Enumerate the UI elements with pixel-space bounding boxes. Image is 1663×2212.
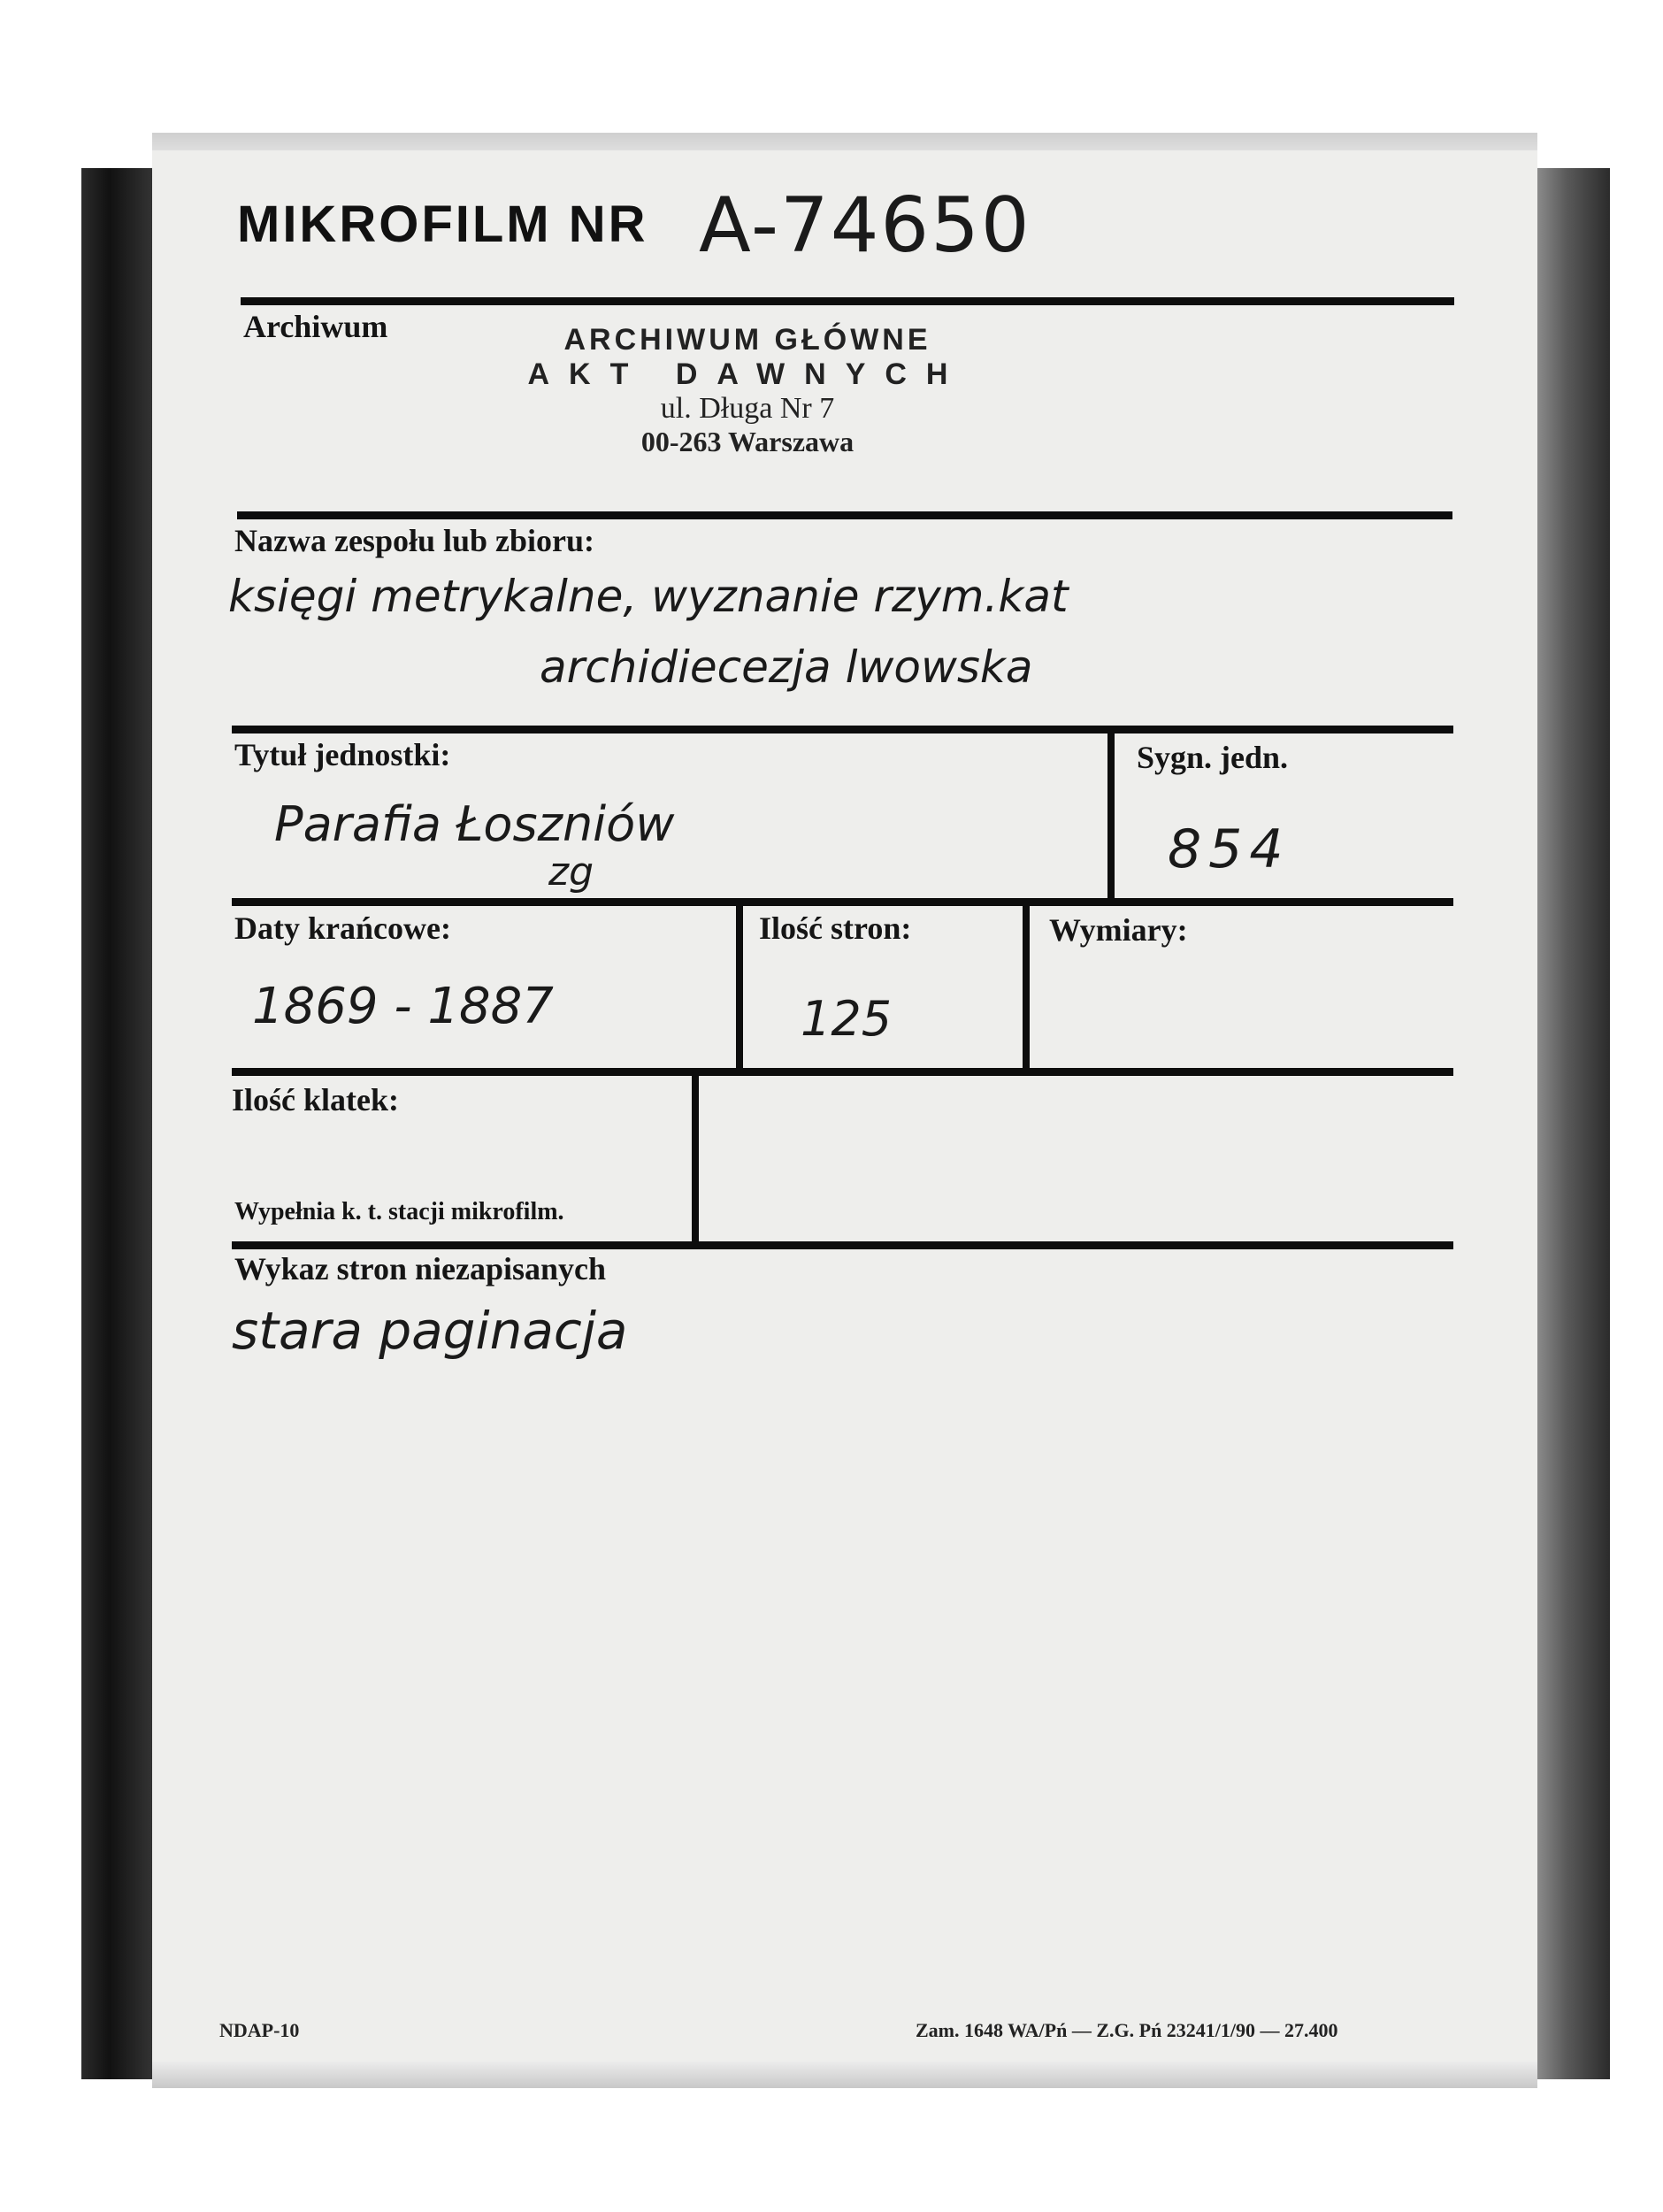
rule-zespol [232, 726, 1453, 733]
klatki-label: Ilość klatek: [232, 1082, 399, 1118]
sygnatura-label: Sygn. jedn. [1137, 740, 1289, 775]
stamp-line-4: 00-263 Warszawa [640, 426, 854, 457]
tytul-label: Tytuł jednostki: [234, 737, 451, 772]
print-info: Zam. 1648 WA/Pń — Z.G. Pń 23241/1/90 — 27.400 [916, 2019, 1338, 2041]
zespol-label: Nazwa zespołu lub zbioru: [234, 523, 595, 558]
archiwum-label: Archiwum [243, 309, 388, 344]
daty-label: Daty krańcowe: [234, 910, 451, 946]
card-title: MIKROFILM NR [237, 196, 648, 253]
zespol-value-line1: księgi metrykalne, wyznanie rzym.kat [228, 571, 1069, 622]
rule-archiwum [237, 511, 1452, 519]
rule-header [241, 297, 1454, 305]
zespol-value-line2: archidiecezja lwowska [540, 641, 1033, 693]
niezapisane-value: stara paginacja [232, 1301, 628, 1361]
rule-klatki [232, 1241, 1453, 1249]
rule-daty [232, 1068, 1453, 1076]
vrule-sygnatura [1107, 726, 1115, 902]
vrule-strony-right [1023, 898, 1030, 1071]
film-number: A-74650 [699, 181, 1031, 270]
wymiary-label: Wymiary: [1049, 912, 1188, 948]
stamp-line-2: AKT DAWNYCH [527, 357, 968, 391]
niezapisane-label: Wykaz stron niezapisanych [234, 1251, 607, 1286]
daty-value: 1869 - 1887 [252, 978, 554, 1035]
scan-edge-right [1537, 168, 1610, 2079]
klatki-note: Wypełnia k. t. stacji mikrofilm. [234, 1198, 564, 1225]
tytul-value-line2: zg [548, 849, 594, 895]
scan-edge-left [81, 168, 152, 2079]
stamp-line-3: ul. Długa Nr 7 [660, 392, 835, 425]
tytul-value-line1: Parafia Łoszniów [274, 796, 675, 852]
vrule-strony-left [736, 898, 743, 1071]
sygnatura-value: 854 [1168, 818, 1291, 880]
vrule-klatki [692, 1068, 699, 1245]
scan-shadow-bottom [152, 2062, 1537, 2088]
rule-tytul [232, 898, 1453, 906]
form-code: NDAP-10 [219, 2019, 300, 2041]
strony-label: Ilość stron: [759, 910, 912, 946]
strony-value: 125 [801, 991, 893, 1047]
stamp-line-1: ARCHIWUM GŁÓWNE [563, 323, 931, 357]
archive-stamp [517, 323, 977, 458]
